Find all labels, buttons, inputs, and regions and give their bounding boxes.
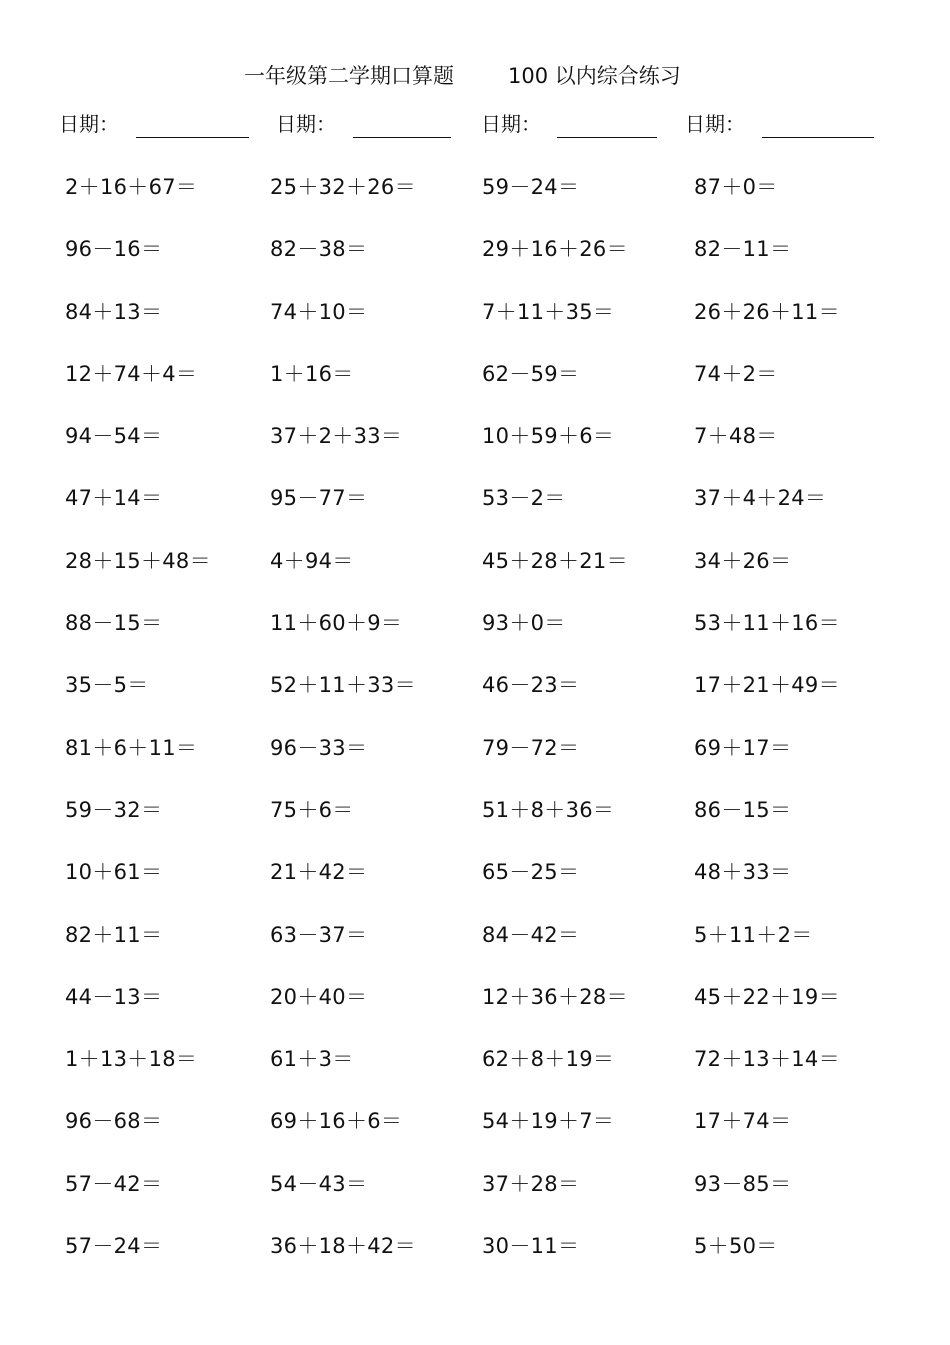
arithmetic-problem: 12＋74＋4＝ — [65, 361, 198, 386]
arithmetic-problem: 28＋15＋48＝ — [65, 548, 211, 573]
arithmetic-problem: 5＋11＋2＝ — [694, 922, 813, 947]
arithmetic-problem: 57－42＝ — [65, 1171, 163, 1196]
arithmetic-problem: 69＋16＋6＝ — [270, 1109, 403, 1134]
arithmetic-problem: 12＋36＋28＝ — [482, 984, 628, 1009]
date-label: 日期： — [685, 112, 745, 136]
arithmetic-problem: 81＋6＋11＝ — [65, 735, 198, 760]
date-blank-line[interactable] — [557, 137, 657, 138]
arithmetic-problem: 54－43＝ — [270, 1171, 368, 1196]
arithmetic-problem: 93－85＝ — [694, 1171, 792, 1196]
arithmetic-problem: 37＋2＋33＝ — [270, 424, 403, 449]
arithmetic-problem: 30－11＝ — [482, 1234, 580, 1259]
arithmetic-problem: 48＋33＝ — [694, 860, 792, 885]
arithmetic-problem: 69＋17＝ — [694, 735, 792, 760]
arithmetic-problem: 63－37＝ — [270, 922, 368, 947]
date-label: 日期： — [276, 112, 336, 136]
arithmetic-problem: 1＋16＝ — [270, 361, 354, 386]
arithmetic-problem: 10＋61＝ — [65, 860, 163, 885]
arithmetic-problem: 57－24＝ — [65, 1234, 163, 1259]
arithmetic-problem: 94－54＝ — [65, 424, 163, 449]
arithmetic-problem: 5＋50＝ — [694, 1234, 778, 1259]
arithmetic-problem: 4＋94＝ — [270, 548, 354, 573]
arithmetic-problem: 1＋13＋18＝ — [65, 1047, 198, 1072]
arithmetic-problem: 51＋8＋36＝ — [482, 797, 615, 822]
date-label: 日期： — [481, 112, 541, 136]
arithmetic-problem: 74＋10＝ — [270, 299, 368, 324]
arithmetic-problem: 65－25＝ — [482, 860, 580, 885]
arithmetic-problem: 36＋18＋42＝ — [270, 1234, 416, 1259]
arithmetic-problem: 82－11＝ — [694, 237, 792, 262]
arithmetic-problem: 45＋28＋21＝ — [482, 548, 628, 573]
arithmetic-problem: 34＋26＝ — [694, 548, 792, 573]
arithmetic-problem: 79－72＝ — [482, 735, 580, 760]
title-main: 一年级第二学期口算题 — [244, 64, 454, 88]
date-blank-line[interactable] — [762, 137, 874, 138]
arithmetic-problem: 53－2＝ — [482, 486, 566, 511]
arithmetic-problem: 46－23＝ — [482, 673, 580, 698]
arithmetic-problem: 62－59＝ — [482, 361, 580, 386]
arithmetic-problem: 54＋19＋7＝ — [482, 1109, 615, 1134]
date-row — [0, 110, 950, 142]
arithmetic-problem: 37＋28＝ — [482, 1171, 580, 1196]
arithmetic-problem: 84－42＝ — [482, 922, 580, 947]
arithmetic-problem: 7＋48＝ — [694, 424, 778, 449]
arithmetic-problem: 95－77＝ — [270, 486, 368, 511]
arithmetic-problem: 88－15＝ — [65, 611, 163, 636]
arithmetic-problem: 93＋0＝ — [482, 611, 566, 636]
arithmetic-problem: 10＋59＋6＝ — [482, 424, 615, 449]
arithmetic-problem: 96－33＝ — [270, 735, 368, 760]
arithmetic-problem: 59－32＝ — [65, 797, 163, 822]
arithmetic-problem: 45＋22＋19＝ — [694, 984, 840, 1009]
arithmetic-problem: 82＋11＝ — [65, 922, 163, 947]
arithmetic-problem: 61＋3＝ — [270, 1047, 354, 1072]
arithmetic-problem: 75＋6＝ — [270, 797, 354, 822]
arithmetic-problem: 96－16＝ — [65, 237, 163, 262]
arithmetic-problem: 82－38＝ — [270, 237, 368, 262]
arithmetic-problem: 84＋13＝ — [65, 299, 163, 324]
date-label: 日期： — [59, 112, 119, 136]
arithmetic-problem: 53＋11＋16＝ — [694, 611, 840, 636]
arithmetic-problem: 7＋11＋35＝ — [482, 299, 615, 324]
problem-grid — [65, 156, 885, 1277]
arithmetic-problem: 96－68＝ — [65, 1109, 163, 1134]
arithmetic-problem: 87＋0＝ — [694, 175, 778, 199]
arithmetic-problem: 44－13＝ — [65, 984, 163, 1009]
arithmetic-problem: 21＋42＝ — [270, 860, 368, 885]
arithmetic-problem: 37＋4＋24＝ — [694, 486, 827, 511]
date-blank-line[interactable] — [136, 137, 249, 138]
arithmetic-problem: 20＋40＝ — [270, 984, 368, 1009]
arithmetic-problem: 72＋13＋14＝ — [694, 1047, 840, 1072]
arithmetic-problem: 17＋74＝ — [694, 1109, 792, 1134]
arithmetic-problem: 17＋21＋49＝ — [694, 673, 840, 698]
arithmetic-problem: 29＋16＋26＝ — [482, 237, 628, 262]
arithmetic-problem: 35－5＝ — [65, 673, 149, 698]
title-sub: 100 以内综合练习 — [508, 64, 681, 88]
arithmetic-problem: 11＋60＋9＝ — [270, 611, 403, 636]
arithmetic-problem: 59－24＝ — [482, 175, 580, 199]
arithmetic-problem: 62＋8＋19＝ — [482, 1047, 615, 1072]
arithmetic-problem: 52＋11＋33＝ — [270, 673, 416, 698]
arithmetic-problem: 2＋16＋67＝ — [65, 175, 198, 199]
arithmetic-problem: 86－15＝ — [694, 797, 792, 822]
arithmetic-problem: 25＋32＋26＝ — [270, 175, 416, 199]
arithmetic-problem: 74＋2＝ — [694, 361, 778, 386]
arithmetic-problem: 26＋26＋11＝ — [694, 299, 840, 324]
date-blank-line[interactable] — [353, 137, 451, 138]
arithmetic-problem: 47＋14＝ — [65, 486, 163, 511]
